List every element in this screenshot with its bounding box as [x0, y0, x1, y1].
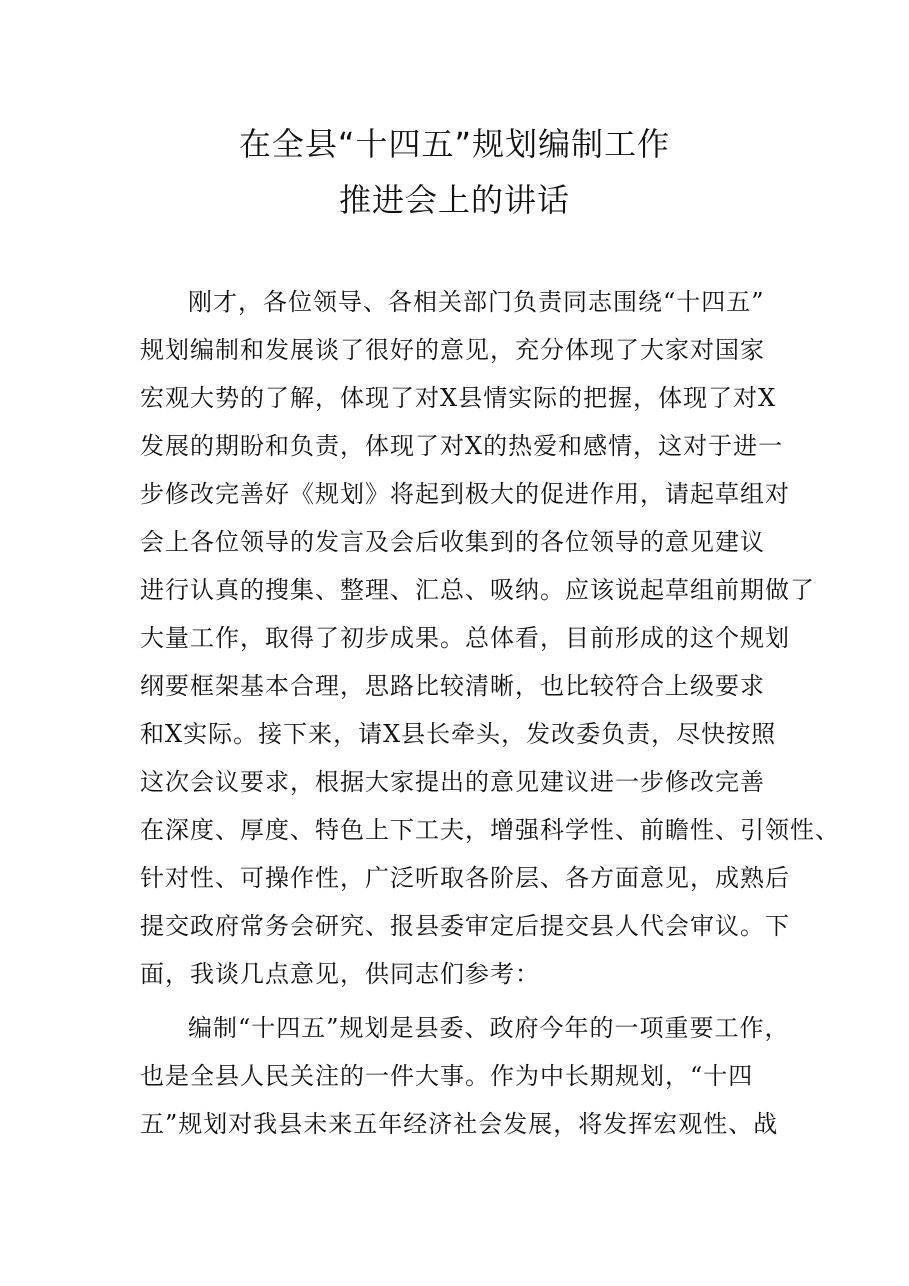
paragraph-1-line-6: 会上各位领导的发言及会后收集到的各位领导的意见建议 [140, 528, 765, 556]
paragraph-1-line-4: 发展的期盼和负责，体现了对X的热爱和感情，这对于进一 [140, 432, 784, 460]
paragraph-1-line-3: 宏观大势的了解，体现了对X县情实际的把握，体现了对X [140, 384, 777, 412]
document-title-line-1: 在全县“十四五”规划编制工作 [238, 125, 671, 163]
paragraph-2-line-1: 编制“十四五”规划是县委、政府今年的一项重要工作， [188, 1014, 790, 1042]
paragraph-1-line-2: 规划编制和发展谈了很好的意见，充分体现了大家对国家 [140, 336, 765, 364]
paragraph-1-line-11: 这次会议要求，根据大家提出的意见建议进一步修改完善 [140, 768, 765, 796]
paragraph-1-line-8: 大量工作，取得了初步成果。总体看，目前形成的这个规划 [140, 624, 790, 652]
paragraph-1-line-9: 纲要框架基本合理，思路比较清晰，也比较符合上级要求 [140, 672, 765, 700]
paragraph-1-line-1: 刚才，各位领导、各相关部门负责同志围绕“十四五” [188, 288, 765, 316]
paragraph-1-line-15: 面，我谈几点意见，供同志们参考： [140, 960, 540, 988]
paragraph-1-line-13: 针对性、可操作性，广泛听取各阶层、各方面意见，成熟后 [140, 864, 790, 892]
paragraph-1-line-5: 步修改完善好《规划》将起到极大的促进作用，请起草组对 [140, 480, 790, 508]
paragraph-1-line-14: 提交政府常务会研究、报县委审定后提交县人代会审议。下 [140, 912, 790, 940]
document-title-line-2: 推进会上的讲话 [338, 181, 570, 219]
paragraph-1-line-10: 和X实际。接下来，请X县长牵头，发改委负责，尽快按照 [140, 720, 777, 748]
paragraph-1-line-12: 在深度、厚度、特色上下工夫，增强科学性、前瞻性、引领性、 [140, 816, 840, 844]
paragraph-1-line-7: 进行认真的搜集、整理、汇总、吸纳。应该说起草组前期做了 [140, 576, 815, 604]
paragraph-2-line-3: 五”规划对我县未来五年经济社会发展，将发挥宏观性、战 [140, 1110, 779, 1138]
paragraph-2-line-2: 也是全县人民关注的一件大事。作为中长期规划，“十四 [140, 1062, 754, 1090]
